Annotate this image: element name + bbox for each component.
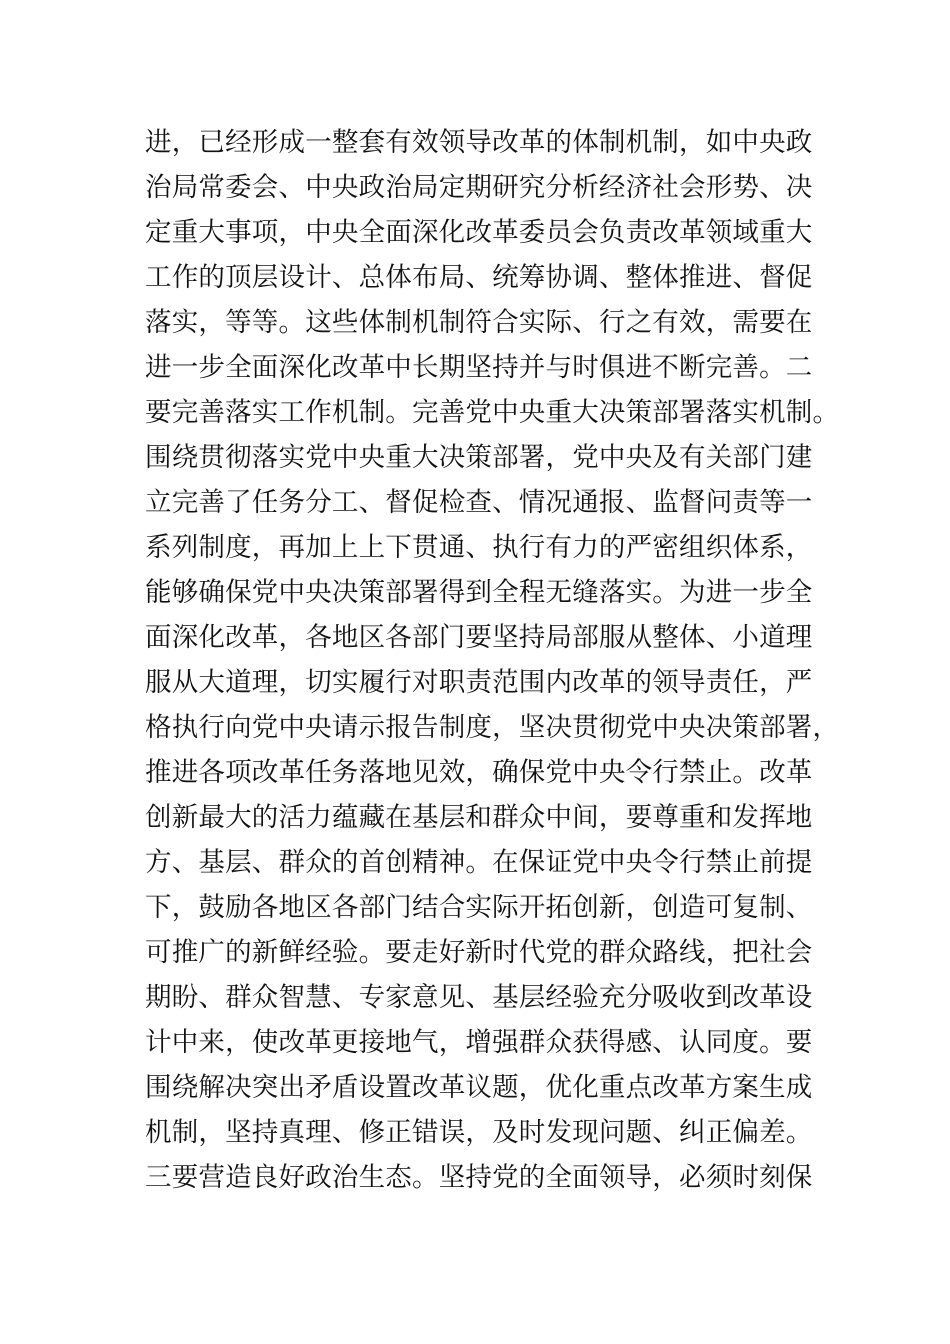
text-line: 期盼、群众智慧、专家意见、基层经验充分吸收到改革设 [145, 982, 813, 1013]
text-line: 创新最大的活力蕴藏在基层和群众中间，要尊重和发挥地 [145, 802, 813, 833]
text-line: 落实，等等。这些体制机制符合实际、行之有效，需要在 [145, 307, 813, 338]
text-line: 服从大道理，切实履行对职责范围内改革的领导责任，严 [145, 667, 813, 698]
text-line: 格执行向党中央请示报告制度，坚决贯彻党中央决策部署， [145, 712, 840, 743]
text-line: 下，鼓励各地区各部门结合实际开拓创新，创造可复制、 [145, 892, 813, 923]
text-line: 立完善了任务分工、督促检查、情况通报、监督问责等一 [145, 487, 813, 518]
text-line: 要完善落实工作机制。完善党中央重大决策部署落实机制。 [145, 397, 840, 428]
text-line: 定重大事项，中央全面深化改革委员会负责改革领域重大 [145, 217, 813, 248]
text-line: 机制，坚持真理、修正错误，及时发现问题、纠正偏差。 [145, 1117, 813, 1148]
text-line: 围绕解决突出矛盾设置改革议题，优化重点改革方案生成 [145, 1072, 813, 1103]
text-line: 推进各项改革任务落地见效，确保党中央令行禁止。改革 [145, 757, 813, 788]
text-line: 进一步全面深化改革中长期坚持并与时俱进不断完善。二 [145, 352, 813, 383]
text-line: 系列制度，再加上上下贯通、执行有力的严密组织体系， [145, 532, 813, 563]
text-line: 面深化改革，各地区各部门要坚持局部服从整体、小道理 [145, 622, 813, 653]
text-line: 可推广的新鲜经验。要走好新时代党的群众路线，把社会 [145, 937, 813, 968]
text-line: 计中来，使改革更接地气，增强群众获得感、认同度。要 [145, 1027, 813, 1058]
body-text [145, 120, 840, 1200]
text-line: 能够确保党中央决策部署得到全程无缝落实。为进一步全 [145, 577, 813, 608]
text-line: 治局常委会、中央政治局定期研究分析经济社会形势、决 [145, 172, 813, 203]
text-line: 方、基层、群众的首创精神。在保证党中央令行禁止前提 [145, 847, 813, 878]
text-line: 工作的顶层设计、总体布局、统筹协调、整体推进、督促 [145, 262, 813, 293]
text-line: 三要营造良好政治生态。坚持党的全面领导，必须时刻保 [145, 1162, 813, 1193]
text-line: 围绕贯彻落实党中央重大决策部署，党中央及有关部门建 [145, 442, 813, 473]
text-line: 进，已经形成一整套有效领导改革的体制机制，如中央政 [145, 127, 813, 158]
